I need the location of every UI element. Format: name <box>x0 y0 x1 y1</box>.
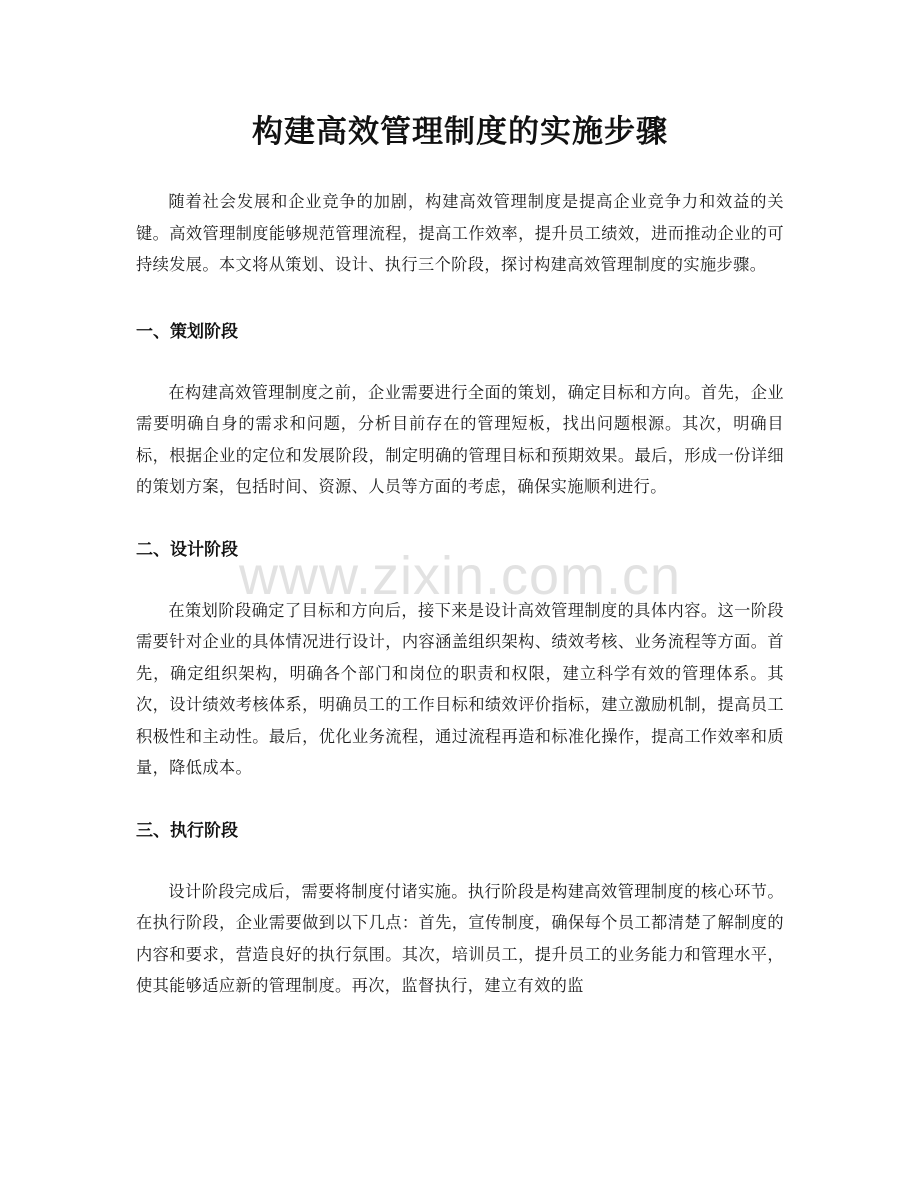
document-title: 构建高效管理制度的实施步骤 <box>252 114 668 150</box>
section-heading-design: 二、设计阶段 <box>136 539 238 560</box>
section-heading-execution: 三、执行阶段 <box>136 820 238 841</box>
intro-paragraph: 随着社会发展和企业竞争的加剧，构建高效管理制度是提高企业竞争力和效益的关键。高效管理制度能够规范管理流程，提高工作效率，提升员工绩效，进而推动企业的可持续发展。本文将从策划、设计、执行三个阶段，探讨构建高效管理制度的实施步骤。 <box>136 192 784 274</box>
watermark-text: www.zixin.com.cn <box>238 546 682 606</box>
section-body-design: 在策划阶段确定了目标和方向后，接下来是设计高效管理制度的具体内容。这一阶段需要针对企业的具体情况进行设计，内容涵盖组织架构、绩效考核、业务流程等方面。首先，确定组织架构，明确各个部门和岗位的职责和权限，建立科学有效的管理体系。其次，设计绩效考核体系，明确员工的工作目标和绩效评价指标，建立激励机制，提高员工积极性和主动性。最后，优化业务流程，通过流程再造和标准化操作，提高工作效率和质量，降低成本。 <box>136 600 784 777</box>
section-body-execution: 设计阶段完成后，需要将制度付诸实施。执行阶段是构建高效管理制度的核心环节。在执行阶段，企业需要做到以下几点：首先，宣传制度，确保每个员工都清楚了解制度的内容和要求，营造良好的执行氛围。其次，培训员工，提升员工的业务能力和管理水平，使其能够适应新的管理制度。再次，监督执行，建立有效的监 <box>136 881 784 995</box>
section-body-planning: 在构建高效管理制度之前，企业需要进行全面的策划，确定目标和方向。首先，企业需要明确自身的需求和问题，分析目前存在的管理短板，找出问题根源。其次，明确目标，根据企业的定位和发展阶段，制定明确的管理目标和预期效果。最后，形成一份详细的策划方案，包括时间、资源、人员等方面的考虑，确保实施顺利进行。 <box>136 382 784 496</box>
section-heading-planning: 一、策划阶段 <box>136 321 238 342</box>
document-page <box>136 0 784 1002</box>
